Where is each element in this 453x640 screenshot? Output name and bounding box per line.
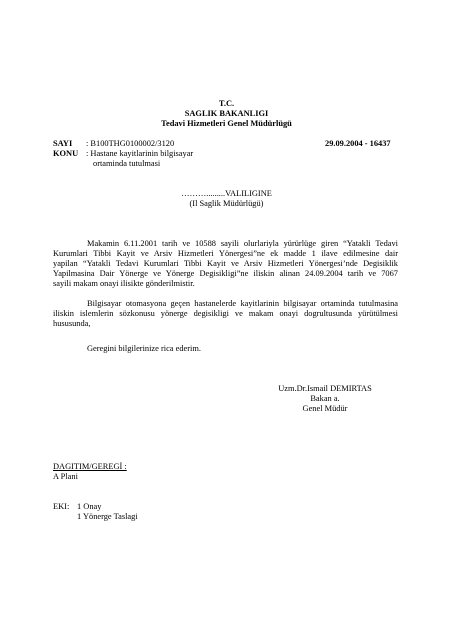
body-paragraph-1-line-2: Kurumlari Tibbi Kayit ve Arsiv Hizmetleri Yönergesi”ne ek madde 1 ilave edilmesine dair <box>53 249 398 258</box>
body-paragraph-1-line-1: Makamin 6.11.2001 tarih ve 10588 sayili olurlariyla yürürlüge giren “Yatakli Tedavi <box>87 239 398 248</box>
header-department: Tedavi Hizmetleri Genel Müdürlügü <box>161 119 292 128</box>
body-paragraph-1-line-5: sayili makam onayi ilisikte gönderilmistir. <box>53 279 195 288</box>
distribution-item: A Plani <box>53 472 78 481</box>
konu-line-2: ortaminda tutulmasi <box>93 159 161 168</box>
konu-label: KONU <box>53 149 79 158</box>
header-org: T.C. <box>218 99 235 108</box>
date-reference: 29.09.2004 - 16437 <box>325 139 391 148</box>
attachment-item-1: 1 Onay <box>77 502 102 511</box>
signatory-role-2: Genel Müdür <box>302 404 348 413</box>
attachment-item-2: 1 Yönerge Taslagi <box>77 512 138 521</box>
attachments-label: EKI: <box>53 502 70 511</box>
body-paragraph-2-line-1: Bilgisayar otomasyona geçen hastanelerde kayitlarinin bilgisayar ortaminda tutulmasina <box>87 299 398 308</box>
body-paragraph-2-line-3: hususunda, <box>53 319 91 328</box>
signatory-role-1: Bakan a. <box>310 394 340 403</box>
body-paragraph-1-line-3: yapilan “Yatakli Tedavi Kurumlari Tibbi Kayit ve Arsiv Hizmetleri Yönergesi’nde Degisiklik <box>53 259 398 268</box>
distribution-heading: DAGITIM/GEREGİ : <box>53 462 127 471</box>
header-ministry: SAGLIK BAKANLIGI <box>184 109 269 118</box>
addressee-line-1: ……….........VALILIGINE <box>181 189 272 198</box>
sayi-label: SAYI <box>53 139 73 148</box>
konu-line-1: : Hastane kayitlarinin bilgisayar <box>86 149 194 158</box>
addressee-line-2: (Il Saglik Müdürlügü) <box>189 199 264 208</box>
body-paragraph-2-line-2: iliskin islemlerin sözkonusu yönerge degisikligi ve makam onayi dogrultusunda yürütülmesi <box>53 309 398 318</box>
sayi-value: : B100THG0100002/3120 <box>86 139 175 148</box>
closing-sentence: Geregini bilgilerinize rica ederim. <box>87 344 201 353</box>
signatory-name: Uzm.Dr.Ismail DEMIRTAS <box>278 384 372 393</box>
body-paragraph-1-line-4: Yapilmasina Dair Yönerge ve Yönerge Degisikligi”ne iliskin alinan 24.09.2004 tarih ve 7067 <box>53 269 398 278</box>
